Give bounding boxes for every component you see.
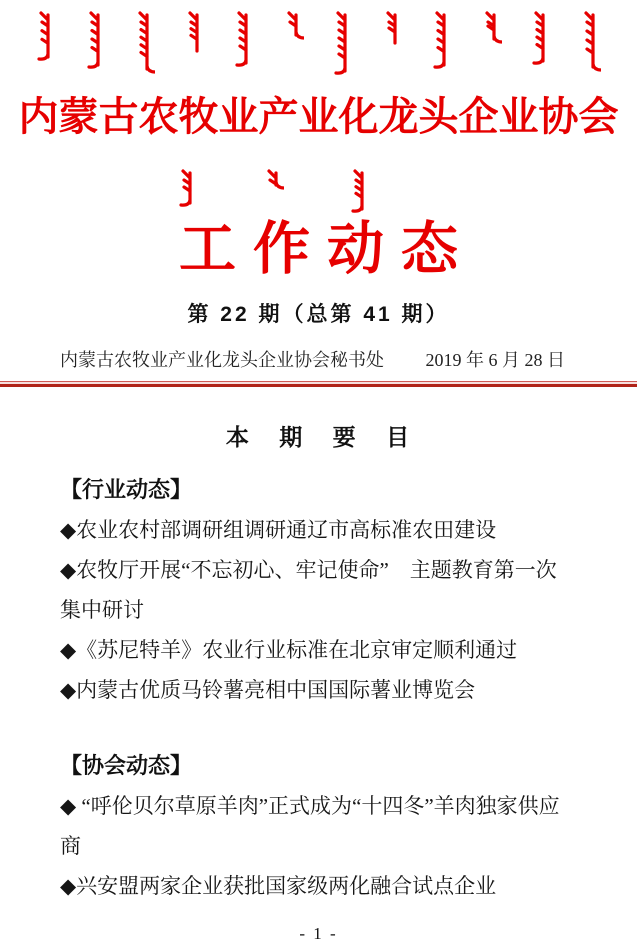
mongolian-glyph xyxy=(86,10,106,70)
section-heading-association: 【协会动态】 xyxy=(60,752,193,778)
mongolian-glyph xyxy=(234,10,254,68)
mongolian-glyph xyxy=(383,10,403,48)
organization-title: 内蒙古农牧业产业化龙头企业协会 xyxy=(18,94,619,139)
red-divider xyxy=(0,381,637,387)
mongolian-glyph xyxy=(178,168,198,208)
bulletin-title: 工作动态 xyxy=(179,218,475,281)
mongolian-glyph xyxy=(264,168,284,190)
mongolian-glyph xyxy=(432,10,452,70)
issue-number: 第 22 期（总第 41 期） xyxy=(187,302,450,326)
section-association-news xyxy=(60,746,575,906)
toc-item: ◆兴安盟两家企业获批国家级两化融合试点企业 xyxy=(60,873,497,898)
mongolian-glyph xyxy=(284,10,304,40)
mongolian-script-sub-row xyxy=(0,168,592,218)
publisher-name: 内蒙古农牧业产业化龙头企业协会秘书处 xyxy=(60,349,384,370)
mongolian-script-top-row xyxy=(0,0,637,80)
mongolian-glyph xyxy=(482,10,502,44)
mongolian-glyph xyxy=(135,10,155,74)
toc-item: ◆农业农村部调研组调研通辽市高标准农田建设 xyxy=(60,517,497,542)
mongolian-glyph xyxy=(333,10,353,76)
table-of-contents xyxy=(0,419,637,906)
meta-row xyxy=(0,346,637,372)
mongolian-glyph xyxy=(36,10,56,62)
mongolian-glyph xyxy=(350,168,370,214)
mongolian-glyph xyxy=(531,10,551,66)
toc-item: ◆农牧厅开展“不忘初心、牢记使命” 主题教育第一次集中研讨 xyxy=(60,557,557,622)
toc-item: ◆ “呼伦贝尔草原羊肉”正式成为“十四冬”羊肉独家供应商 xyxy=(60,793,560,858)
toc-item: ◆内蒙古优质马铃薯亮相中国国际薯业博览会 xyxy=(60,677,476,702)
toc-title: 本 期 要 目 xyxy=(225,423,422,450)
toc-item: ◆《苏尼特羊》农业行业标准在北京审定顺利通过 xyxy=(60,637,518,662)
page-number: - 1 - xyxy=(299,924,338,943)
section-industry-news xyxy=(60,470,575,710)
publish-date: 2019 年 6 月 28 日 xyxy=(425,349,565,370)
mongolian-glyph xyxy=(185,10,205,56)
section-heading-industry: 【行业动态】 xyxy=(60,476,193,502)
mongolian-glyph xyxy=(581,10,601,72)
